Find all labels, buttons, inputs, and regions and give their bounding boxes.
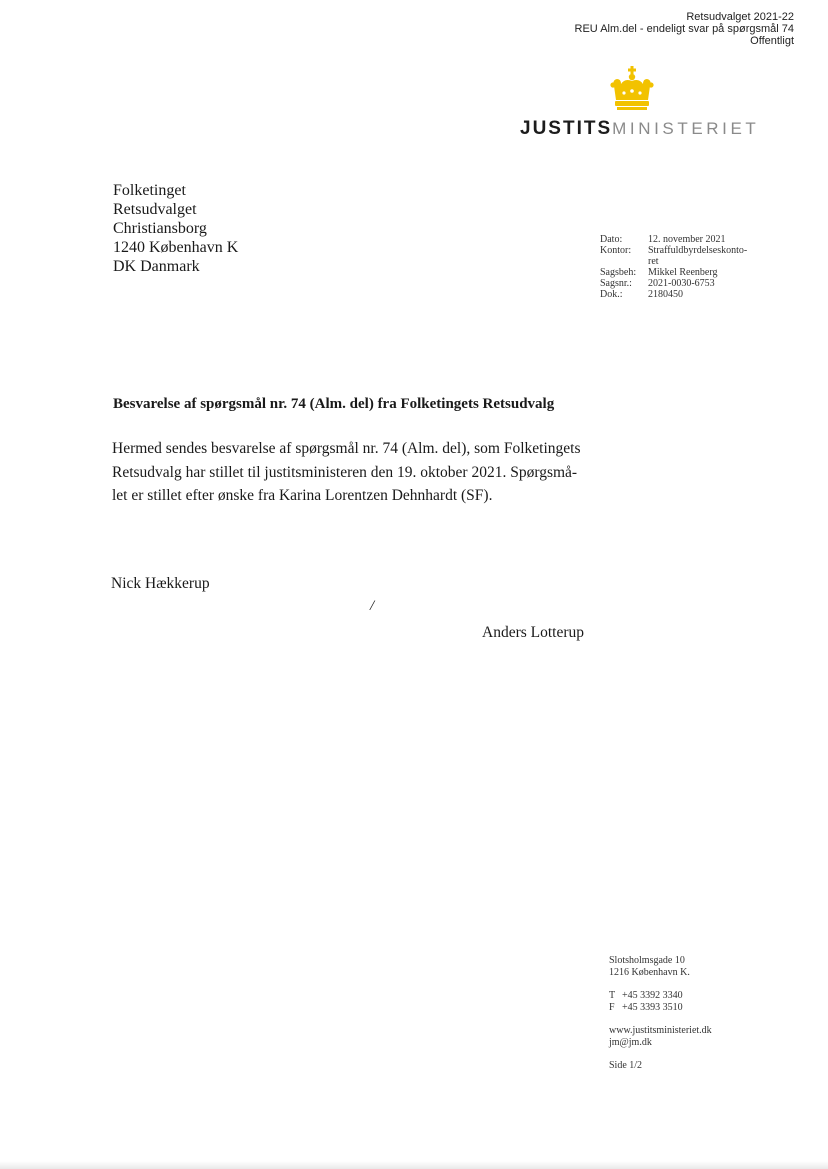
meta-key: Sagsnr.: (600, 278, 632, 289)
recipient-line: Christiansborg (113, 220, 207, 237)
phone-row (609, 990, 712, 1002)
footer-address (609, 955, 712, 978)
phone-label: T (609, 990, 616, 1001)
meta-key: Dok.: (600, 289, 623, 300)
phone-number: +45 3392 3340 (622, 990, 683, 1001)
ministry-wordmark (520, 118, 759, 140)
meta-key: Kontor: (600, 245, 632, 256)
signature-minister: Nick Hækkerup (111, 575, 210, 592)
meta-row-office (600, 245, 758, 256)
crown-icon (608, 66, 656, 112)
meta-key (600, 256, 648, 267)
meta-row-date (600, 234, 758, 245)
website-link[interactable]: www.justitsministeriet.dk (609, 1025, 712, 1036)
stamp-line-2: REU Alm.del - endeligt svar på spørgsmål 74 (574, 23, 794, 35)
address-line: 1216 København K. (609, 966, 690, 978)
wordmark-bold: JUSTITS (520, 118, 613, 139)
meta-key: Dato: (600, 234, 623, 245)
body-line: let er stillet efter ønske fra Karina Lorentzen Dehnhardt (SF). (112, 487, 493, 504)
meta-value: Straffuldbyrdelseskonto- (648, 245, 748, 256)
document-stamp (575, 11, 794, 47)
stamp-line-3: Offentligt (750, 35, 794, 47)
meta-value: 2180450 (648, 289, 683, 300)
ministry-logo (520, 66, 760, 146)
recipient-line: Folketinget (113, 182, 186, 199)
page-number: Side 1/2 (609, 1060, 643, 1071)
meta-value: Mikkel Reenberg (648, 267, 718, 278)
recipient-line: 1240 København K (113, 239, 239, 256)
wordmark-light: MINISTERIET (612, 119, 760, 138)
page-bottom-edge (0, 1161, 828, 1169)
meta-value: 12. november 2021 (648, 234, 726, 245)
meta-row-document (600, 289, 758, 300)
case-metadata (600, 234, 758, 300)
meta-key: Sagsbeh: (600, 267, 637, 278)
letter-subject: Besvarelse af spørgsmål nr. 74 (Alm. del) fra Folketingets Retsudvalg (113, 396, 555, 412)
meta-row-handler (600, 267, 758, 278)
meta-value: 2021-0030-6753 (648, 278, 715, 289)
meta-row-office-cont (600, 256, 758, 267)
recipient-line: Retsudvalget (113, 201, 197, 218)
signature-official: Anders Lotterup (482, 624, 585, 641)
body-line: Retsudvalg har stillet til justitsministeren den 19. oktober 2021. Spørgsmå- (112, 463, 578, 481)
address-line: Slotsholmsgade 10 (609, 955, 685, 966)
footer-phones (609, 990, 712, 1013)
recipient-line: DK Danmark (113, 258, 200, 275)
recipient-address (113, 181, 238, 276)
fax-row (609, 1002, 712, 1014)
email-link[interactable]: jm@jm.dk (609, 1036, 652, 1048)
letter-body (112, 437, 592, 508)
contact-footer (609, 955, 712, 1072)
meta-value: ret (648, 256, 659, 267)
meta-row-case-number (600, 278, 758, 289)
fax-label: F (609, 1001, 615, 1013)
footer-web (609, 1025, 712, 1048)
fax-number: +45 3393 3510 (622, 1001, 683, 1013)
stamp-line-1: Retsudvalget 2021-22 (686, 11, 794, 23)
signature-separator: / (370, 598, 375, 614)
body-line: Hermed sendes besvarelse af spørgsmål nr. 74 (Alm. del), som Folketingets (112, 440, 581, 457)
